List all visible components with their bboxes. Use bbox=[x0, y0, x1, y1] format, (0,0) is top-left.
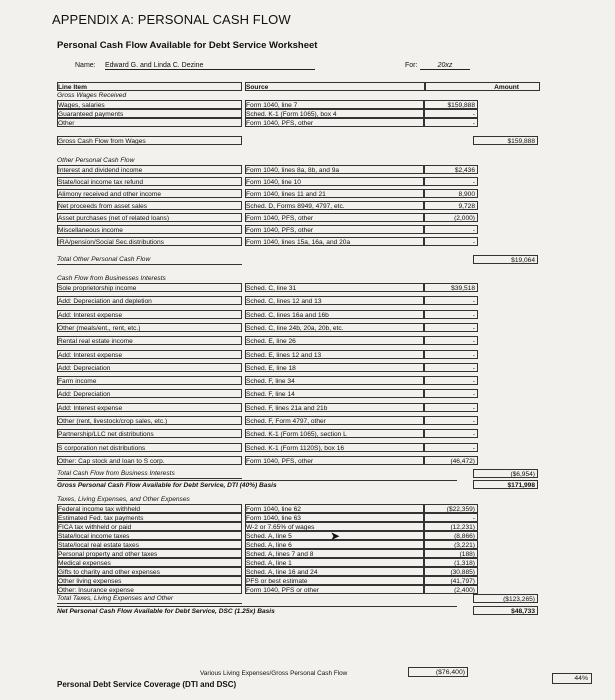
row-amount: - bbox=[423, 350, 478, 359]
header-amount: Amount bbox=[425, 82, 540, 91]
row-amount: 9,728 bbox=[423, 201, 478, 210]
table-row bbox=[55, 237, 540, 246]
gross-total-label: Gross Personal Cash Flow Available for Debt Service, DTI (40%) Basis bbox=[57, 480, 457, 490]
row-line-item: FICA tax withheld or paid bbox=[57, 522, 242, 531]
table-row bbox=[55, 323, 540, 332]
row-amount: - bbox=[423, 429, 478, 438]
row-line-item: Other: Cap stock and loan to S corp. bbox=[57, 456, 242, 465]
net-total-amount: $48,733 bbox=[473, 606, 538, 615]
row-amount: - bbox=[423, 323, 478, 332]
total-amount: ($123,265) bbox=[473, 594, 538, 603]
for-label: For: bbox=[405, 62, 418, 69]
row-source: Sched. E, lines 12 and 13 bbox=[245, 350, 425, 359]
section-row bbox=[55, 156, 540, 165]
for-value: 20xz bbox=[420, 62, 470, 70]
row-source: Form 1040, line 10 bbox=[245, 177, 425, 186]
row-source: Sched. E, line 18 bbox=[245, 363, 425, 372]
row-amount: - bbox=[423, 109, 478, 118]
row-source: Sched. F, lines 21a and 21b bbox=[245, 403, 425, 412]
cash-flow-table bbox=[55, 82, 540, 687]
table-row bbox=[55, 296, 540, 305]
row-amount: - bbox=[423, 416, 478, 425]
row-amount: - bbox=[423, 389, 478, 398]
table-row bbox=[55, 456, 540, 465]
row-source: Form 1040, lines 15a, 16a, and 20a bbox=[245, 237, 425, 246]
table-row bbox=[55, 177, 540, 186]
row-line-item: S corporation net distributions bbox=[57, 443, 242, 452]
table-row bbox=[55, 201, 540, 210]
row-source: Sched. F, line 34 bbox=[245, 376, 425, 385]
row-amount: 8,900 bbox=[423, 189, 478, 198]
row-amount: (8,866) bbox=[423, 531, 478, 540]
table-row bbox=[55, 310, 540, 319]
table-row bbox=[55, 522, 540, 531]
section-title: Taxes, Living Expenses, and Other Expenses bbox=[57, 496, 190, 503]
table-row bbox=[55, 558, 540, 567]
table-row bbox=[55, 109, 540, 118]
header-source: Source bbox=[245, 82, 425, 91]
row-amount: (41,797) bbox=[423, 576, 478, 585]
total-label: Total Other Personal Cash Flow bbox=[57, 255, 242, 265]
row-line-item: Add: Interest expense bbox=[57, 350, 242, 359]
row-line-item: Miscellaneous income bbox=[57, 225, 242, 234]
gross-total-amount: $171,998 bbox=[473, 480, 538, 489]
row-line-item: Partnership/LLC net distributions bbox=[57, 429, 242, 438]
total-amount: ($6,954) bbox=[473, 469, 538, 478]
row-source: Form 1040, PFS, other bbox=[245, 118, 425, 127]
row-source: PFS or best estimate bbox=[245, 576, 425, 585]
row-source: Sched. K-1 (Form 1065), box 4 bbox=[245, 109, 425, 118]
worksheet-title: Personal Cash Flow Available for Debt Service Worksheet bbox=[57, 40, 318, 51]
section-title: Cash Flow from Businesses Interests bbox=[57, 275, 166, 282]
row-line-item: Gifts to charity and other expenses bbox=[57, 567, 242, 576]
table-row bbox=[55, 443, 540, 452]
row-amount: - bbox=[423, 376, 478, 385]
table-row bbox=[55, 513, 540, 522]
total-label: Total Taxes, Living Expenses and Other bbox=[57, 594, 242, 604]
row-line-item: Other (rent, livestock/crop sales, etc.) bbox=[57, 416, 242, 425]
table-row bbox=[55, 363, 540, 372]
gross-total-row bbox=[55, 480, 540, 489]
row-source: Form 1040, line 63 bbox=[245, 513, 425, 522]
footer-title: Personal Debt Service Coverage (DTI and DSC) bbox=[57, 680, 237, 689]
row-source: Sched. K-1 (Form 1065), section L bbox=[245, 429, 425, 438]
table-row bbox=[55, 350, 540, 359]
total-amount: $159,888 bbox=[473, 136, 538, 145]
row-amount: - bbox=[423, 118, 478, 127]
table-row bbox=[55, 336, 540, 345]
row-amount: (12,231) bbox=[423, 522, 478, 531]
row-line-item: State/local income taxes bbox=[57, 531, 242, 540]
row-line-item: Other bbox=[57, 118, 242, 127]
table-row bbox=[55, 100, 540, 109]
row-source: Form 1040, PFS, other bbox=[245, 456, 425, 465]
row-source: Sched. D, Forms 8949, 4797, etc. bbox=[245, 201, 425, 210]
footer-percent: 44% bbox=[552, 673, 592, 684]
total-row bbox=[55, 594, 540, 603]
row-line-item: Add: Depreciation bbox=[57, 363, 242, 372]
table-row bbox=[55, 576, 540, 585]
row-line-item: Add: Depreciation and depletion bbox=[57, 296, 242, 305]
table-row bbox=[55, 531, 540, 540]
row-amount: - bbox=[423, 363, 478, 372]
total-row bbox=[55, 136, 540, 145]
section-title: Other Personal Cash Flow bbox=[57, 157, 135, 164]
row-line-item: Add: Interest expense bbox=[57, 403, 242, 412]
row-line-item: Rental real estate income bbox=[57, 336, 242, 345]
row-line-item: Interest and dividend income bbox=[57, 165, 242, 174]
row-amount: - bbox=[423, 403, 478, 412]
header-line-item: Line Item bbox=[57, 82, 242, 91]
row-source: Sched. A, line 5 bbox=[245, 531, 425, 540]
row-amount: (3,221) bbox=[423, 540, 478, 549]
row-source: Form 1040, lines 8a, 8b, and 9a bbox=[245, 165, 425, 174]
table-row bbox=[55, 585, 540, 594]
row-amount: - bbox=[423, 177, 478, 186]
row-source: Sched. A, lines 7 and 8 bbox=[245, 549, 425, 558]
row-source: Sched. C, lines 16a and 16b bbox=[245, 310, 425, 319]
section-title: Gross Wages Received bbox=[57, 92, 127, 99]
total-row bbox=[55, 255, 540, 264]
total-row bbox=[55, 469, 540, 478]
appendix-title: APPENDIX A: PERSONAL CASH FLOW bbox=[52, 12, 291, 27]
footer-amount: ($76,400) bbox=[408, 667, 468, 677]
table-row bbox=[55, 213, 540, 222]
table-row bbox=[55, 389, 540, 398]
total-label: Gross Cash Flow from Wages bbox=[57, 136, 242, 145]
row-amount: - bbox=[423, 513, 478, 522]
table-row bbox=[55, 504, 540, 513]
row-amount: (30,885) bbox=[423, 567, 478, 576]
row-line-item: Add: Interest expense bbox=[57, 310, 242, 319]
row-source: Form 1040, PFS, other bbox=[245, 213, 425, 222]
row-line-item: Net proceeds from asset sales bbox=[57, 201, 242, 210]
header-row bbox=[55, 82, 540, 91]
table-row bbox=[55, 165, 540, 174]
row-source: Sched. F, Form 4797, other bbox=[245, 416, 425, 425]
row-source: W-2 or 7.65% of wages bbox=[245, 522, 425, 531]
row-source: Sched. C, lines 12 and 13 bbox=[245, 296, 425, 305]
row-line-item: Farm income bbox=[57, 376, 242, 385]
name-row bbox=[75, 62, 535, 74]
table-row bbox=[55, 189, 540, 198]
total-label: Total Cash Flow from Business Interests bbox=[57, 469, 242, 479]
table-row bbox=[55, 403, 540, 412]
row-line-item: Asset purchases (net of related loans) bbox=[57, 213, 242, 222]
table-row bbox=[55, 118, 540, 127]
row-amount: - bbox=[423, 310, 478, 319]
row-amount: - bbox=[423, 237, 478, 246]
row-line-item: Wages, salaries bbox=[57, 100, 242, 109]
row-line-item: State/local income tax refund bbox=[57, 177, 242, 186]
row-source: Sched. K-1 (Form 1120S), box 16 bbox=[245, 443, 425, 452]
row-source: Sched. E, line 26 bbox=[245, 336, 425, 345]
table-row bbox=[55, 429, 540, 438]
name-label: Name: bbox=[75, 62, 96, 69]
row-amount: (46,472) bbox=[423, 456, 478, 465]
row-source: Sched. A, line 1 bbox=[245, 558, 425, 567]
row-source: Form 1040, line 7 bbox=[245, 100, 425, 109]
row-line-item: IRA/pension/Social Sec.distributions bbox=[57, 237, 242, 246]
row-amount: - bbox=[423, 225, 478, 234]
row-line-item: State/local real estate taxes bbox=[57, 540, 242, 549]
row-line-item: Other: Insurance expense bbox=[57, 585, 242, 594]
row-source: Sched. F, line 14 bbox=[245, 389, 425, 398]
row-line-item: Other living expenses bbox=[57, 576, 242, 585]
cursor-arrow-icon: ➤ bbox=[330, 529, 341, 543]
table-row bbox=[55, 225, 540, 234]
row-source: Sched. C, line 31 bbox=[245, 283, 425, 292]
section-row bbox=[55, 495, 540, 504]
row-amount: (2,400) bbox=[423, 585, 478, 594]
row-source: Sched. A, line 6 bbox=[245, 540, 425, 549]
name-value: Edward G. and Linda C. Dezine bbox=[105, 62, 315, 70]
section-row bbox=[55, 91, 540, 100]
row-amount: (188) bbox=[423, 549, 478, 558]
row-line-item: Guaranteed payments bbox=[57, 109, 242, 118]
row-amount: - bbox=[423, 296, 478, 305]
row-source: Form 1040, PFS or other bbox=[245, 585, 425, 594]
row-amount: $2,436 bbox=[423, 165, 478, 174]
table-row bbox=[55, 376, 540, 385]
net-total-row bbox=[55, 606, 540, 615]
row-line-item: Other (meals/ent., rent, etc.) bbox=[57, 323, 242, 332]
row-line-item: Alimony received and other income bbox=[57, 189, 242, 198]
row-amount: ($22,359) bbox=[423, 504, 478, 513]
table-row bbox=[55, 283, 540, 292]
row-line-item: Federal income tax withheld bbox=[57, 504, 242, 513]
row-line-item: Estimated Fed. tax payments bbox=[57, 513, 242, 522]
row-amount: $159,888 bbox=[423, 100, 478, 109]
row-line-item: Add: Depreciation bbox=[57, 389, 242, 398]
row-source: Sched. C, line 24b, 20a, 20b, etc. bbox=[245, 323, 425, 332]
row-source: Form 1040, line 62 bbox=[245, 504, 425, 513]
row-source: Form 1040, PFS, other bbox=[245, 225, 425, 234]
row-line-item: Sole proprietorship income bbox=[57, 283, 242, 292]
row-amount: (2,000) bbox=[423, 213, 478, 222]
row-source: Sched. A, line 16 and 24 bbox=[245, 567, 425, 576]
total-amount: $19,064 bbox=[473, 255, 538, 264]
row-amount: - bbox=[423, 443, 478, 452]
table-row bbox=[55, 549, 540, 558]
row-amount: $39,518 bbox=[423, 283, 478, 292]
table-row bbox=[55, 416, 540, 425]
net-total-label: Net Personal Cash Flow Available for Debt Service, DSC (1.25x) Basis bbox=[57, 606, 457, 616]
row-line-item: Medical expenses bbox=[57, 558, 242, 567]
table-row bbox=[55, 567, 540, 576]
table-row bbox=[55, 540, 540, 549]
row-amount: (1,318) bbox=[423, 558, 478, 567]
footer-note: Various Living Expenses/Gross Personal Cash Flow bbox=[200, 670, 348, 677]
section-row bbox=[55, 274, 540, 283]
row-amount: - bbox=[423, 336, 478, 345]
row-source: Form 1040, lines 11 and 21 bbox=[245, 189, 425, 198]
row-line-item: Personal property and other taxes bbox=[57, 549, 242, 558]
